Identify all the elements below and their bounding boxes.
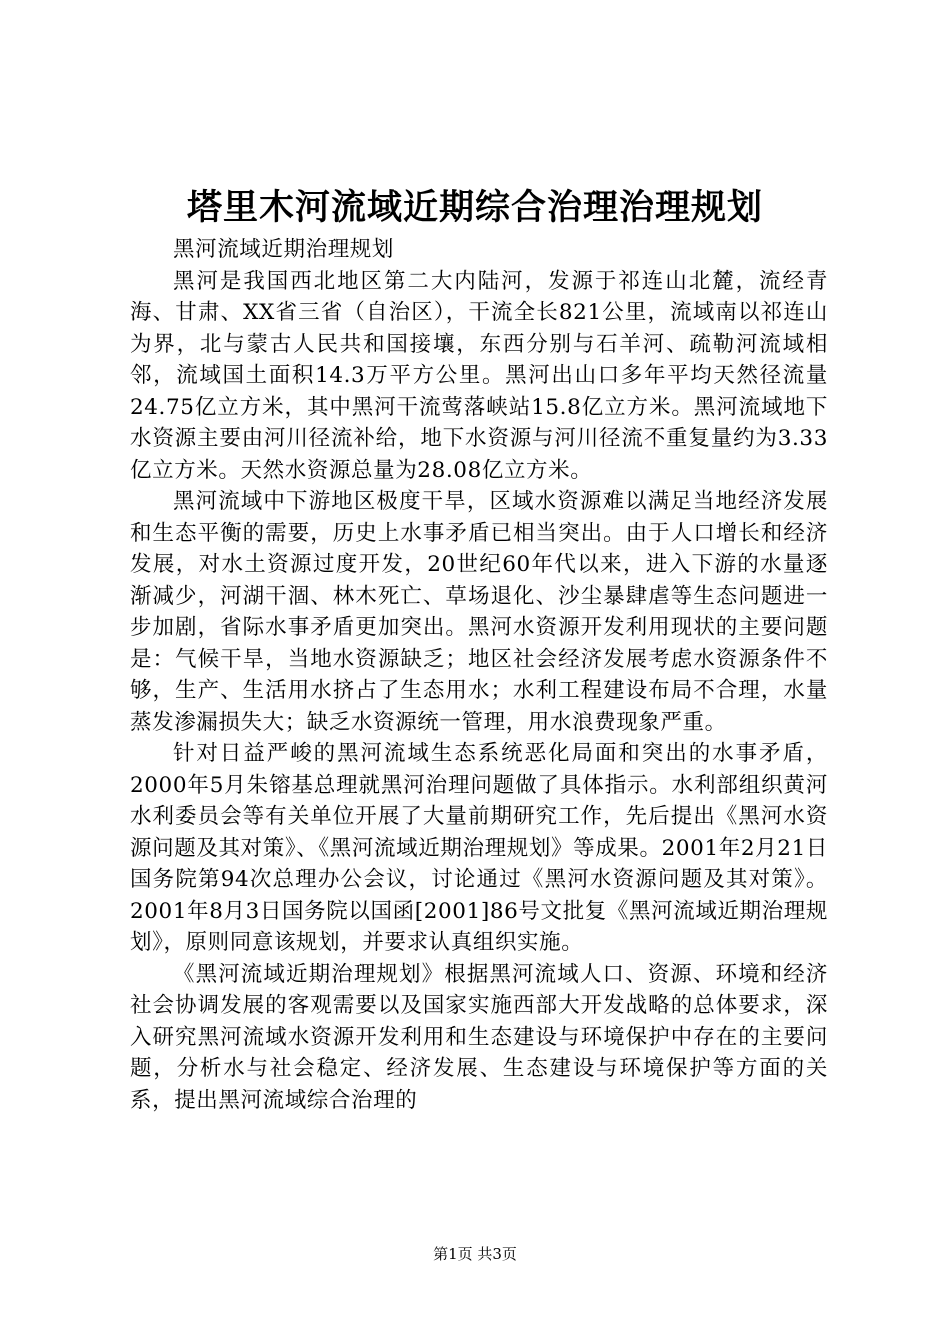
paragraph: 针对日益严峻的黑河流域生态系统恶化局面和突出的水事矛盾，2000年5月朱镕基总理就黑河治理问题做了具体指示。水利部组织黄河水利委员会等有关单位开展了大量前期研究工作，先后提出《黑河水资源问题及其对策》、《黑河流域近期治理规划》等成果。2001年2月21日国务院第94次总理办公会议，讨论通过《黑河水资源问题及其对策》。2001年8月3日国务院以国函[2001]86号文批复《黑河流域近期治理规划》，原则同意该规划，并要求认真组织实施。	[130, 741, 828, 955]
paragraph: 黑河流域中下游地区极度干旱，区域水资源难以满足当地经济发展和生态平衡的需要，历史上水事矛盾已相当突出。由于人口增长和经济发展，对水土资源过度开发，20世纪60年代以来，进入下游的水量逐渐减少，河湖干涸、林木死亡、草场退化、沙尘暴肆虐等生态问题进一步加剧，省际水事矛盾更加突出。黑河水资源开发利用现状的主要问题是：气候干旱，当地水资源缺乏；地区社会经济发展考虑水资源条件不够，生产、生活用水挤占了生态用水；水利工程建设布局不合理，水量蒸发渗漏损失大；缺乏水资源统一管理，用水浪费现象严重。	[130, 489, 828, 735]
paragraph: 黑河是我国西北地区第二大内陆河，发源于祁连山北麓，流经青海、甘肃、XX省三省（自治区），干流全长821公里，流域南以祁连山为界，北与蒙古人民共和国接壤，东西分别与石羊河、疏勒河流域相邻，流域国土面积14.3万平方公里。黑河出山口多年平均天然径流量24.75亿立方米，其中黑河干流莺落峡站15.8亿立方米。黑河流域地下水资源主要由河川径流补给，地下水资源与河川径流不重复量约为3.33亿立方米。天然水资源总量为28.08亿立方米。	[130, 268, 828, 483]
paragraph-subtitle: 黑河流域近期治理规划	[173, 237, 395, 262]
page-footer: 第1页 共3页	[433, 1245, 517, 1263]
document-title: 塔里木河流域近期综合治理治理规划	[186, 188, 763, 228]
document-body	[130, 234, 828, 1116]
paragraph: 《黑河流域近期治理规划》根据黑河流域人口、资源、环境和经济社会协调发展的客观需要以及国家实施西部大开发战略的总体要求，深入研究黑河流域水资源开发利用和生态建设与环境保护中存在的主要问题，分析水与社会稳定、经济发展、生态建设与环境保护等方面的关系，提出黑河流域综合治理的	[130, 961, 828, 1113]
